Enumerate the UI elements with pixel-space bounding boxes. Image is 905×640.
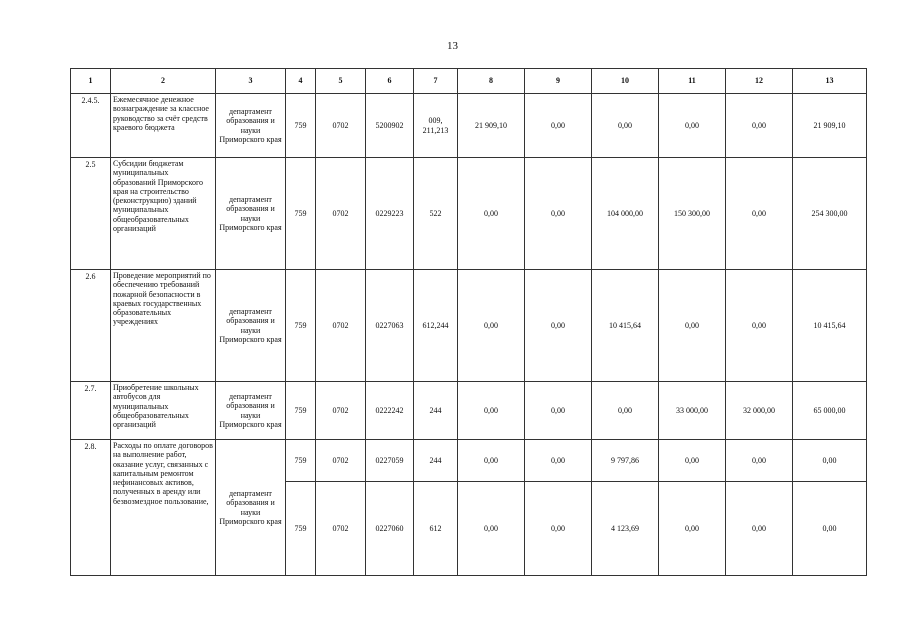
cell-col13-total: 0,00 [793, 482, 867, 576]
column-header: 6 [366, 69, 414, 94]
cell-col9: 0,00 [525, 440, 592, 482]
cell-col6: 0227060 [366, 482, 414, 576]
cell-col12: 0,00 [726, 94, 793, 158]
cell-col9: 0,00 [525, 158, 592, 270]
cell-col5: 0702 [316, 382, 366, 440]
column-header: 3 [216, 69, 286, 94]
column-header: 13 [793, 69, 867, 94]
column-header: 9 [525, 69, 592, 94]
cell-col6: 0229223 [366, 158, 414, 270]
column-header: 5 [316, 69, 366, 94]
cell-col13-total: 10 415,64 [793, 270, 867, 382]
cell-col5: 0702 [316, 482, 366, 576]
cell-col11: 0,00 [659, 482, 726, 576]
cell-col12: 32 000,00 [726, 382, 793, 440]
cell-col10: 10 415,64 [592, 270, 659, 382]
cell-col8: 0,00 [458, 158, 525, 270]
cell-col5: 0702 [316, 158, 366, 270]
cell-col9: 0,00 [525, 270, 592, 382]
table-row [71, 94, 867, 158]
cell-col5: 0702 [316, 270, 366, 382]
cell-col4: 759 [286, 158, 316, 270]
cell-col7: 612 [414, 482, 458, 576]
row-organization: департамент образования и науки Приморского края [216, 440, 286, 576]
column-header: 12 [726, 69, 793, 94]
column-header: 1 [71, 69, 111, 94]
cell-col4: 759 [286, 94, 316, 158]
cell-col11: 0,00 [659, 94, 726, 158]
row-organization: департамент образования и науки Приморского края [216, 382, 286, 440]
cell-col12: 0,00 [726, 440, 793, 482]
column-header: 7 [414, 69, 458, 94]
cell-col10: 4 123,69 [592, 482, 659, 576]
row-name: Ежемесячное денежное вознаграждение за классное руководство за счёт средств краевого бюджета [111, 94, 216, 158]
table-row [71, 382, 867, 440]
cell-col11: 0,00 [659, 270, 726, 382]
cell-col8: 0,00 [458, 482, 525, 576]
cell-col4: 759 [286, 382, 316, 440]
row-name: Проведение мероприятий по обеспечению требований пожарной безопасности в краевых государственных образовательных учреждениях [111, 270, 216, 382]
column-header: 4 [286, 69, 316, 94]
row-organization: департамент образования и науки Приморского края [216, 158, 286, 270]
cell-col5: 0702 [316, 94, 366, 158]
cell-col7: 244 [414, 382, 458, 440]
cell-col4: 759 [286, 440, 316, 482]
cell-col7: 244 [414, 440, 458, 482]
row-number: 2.4.5. [71, 94, 111, 158]
row-number: 2.6 [71, 270, 111, 382]
cell-col6: 0227059 [366, 440, 414, 482]
cell-col9: 0,00 [525, 94, 592, 158]
cell-col5: 0702 [316, 440, 366, 482]
row-name: Расходы по оплате договоров на выполнение работ, оказание услуг, связанных с капитальным ремонтом нефинансовых активов, полученных в аренду или безвозмездное пользование, [111, 440, 216, 576]
column-header: 10 [592, 69, 659, 94]
cell-col8: 0,00 [458, 270, 525, 382]
row-name: Приобретение школьных автобусов для муниципальных общеобразовательных организаций [111, 382, 216, 440]
cell-col7: 612,244 [414, 270, 458, 382]
cell-col4: 759 [286, 482, 316, 576]
table-row [71, 158, 867, 270]
cell-col13-total: 254 300,00 [793, 158, 867, 270]
cell-col10: 0,00 [592, 382, 659, 440]
cell-col8: 0,00 [458, 382, 525, 440]
cell-col13-total: 21 909,10 [793, 94, 867, 158]
cell-col6: 0227063 [366, 270, 414, 382]
column-header: 2 [111, 69, 216, 94]
cell-col11: 0,00 [659, 440, 726, 482]
cell-col10: 0,00 [592, 94, 659, 158]
cell-col9: 0,00 [525, 482, 592, 576]
cell-col11: 150 300,00 [659, 158, 726, 270]
cell-col6: 0222242 [366, 382, 414, 440]
cell-col13-total: 65 000,00 [793, 382, 867, 440]
cell-col12: 0,00 [726, 158, 793, 270]
cell-col6: 5200902 [366, 94, 414, 158]
row-number: 2.7. [71, 382, 111, 440]
cell-col4: 759 [286, 270, 316, 382]
header-row [71, 69, 867, 94]
page-number: 13 [447, 40, 458, 52]
cell-col7: 009, 211,213 [414, 94, 458, 158]
cell-col12: 0,00 [726, 270, 793, 382]
row-number: 2.8. [71, 440, 111, 576]
cell-col12: 0,00 [726, 482, 793, 576]
cell-col7: 522 [414, 158, 458, 270]
row-name: Субсидии бюджетам муниципальных образований Приморского края на строительство (реконструкцию) зданий муниципальных общеобразовательных организаций [111, 158, 216, 270]
column-header: 11 [659, 69, 726, 94]
row-organization: департамент образования и науки Приморского края [216, 270, 286, 382]
cell-col13-total: 0,00 [793, 440, 867, 482]
cell-col8: 0,00 [458, 440, 525, 482]
cell-col11: 33 000,00 [659, 382, 726, 440]
column-header: 8 [458, 69, 525, 94]
row-number: 2.5 [71, 158, 111, 270]
table-row [71, 440, 867, 482]
cell-col8: 21 909,10 [458, 94, 525, 158]
cell-col10: 104 000,00 [592, 158, 659, 270]
cell-col9: 0,00 [525, 382, 592, 440]
cell-col10: 9 797,86 [592, 440, 659, 482]
row-organization: департамент образования и науки Приморского края [216, 94, 286, 158]
table-row [71, 270, 867, 382]
budget-table [70, 68, 867, 576]
